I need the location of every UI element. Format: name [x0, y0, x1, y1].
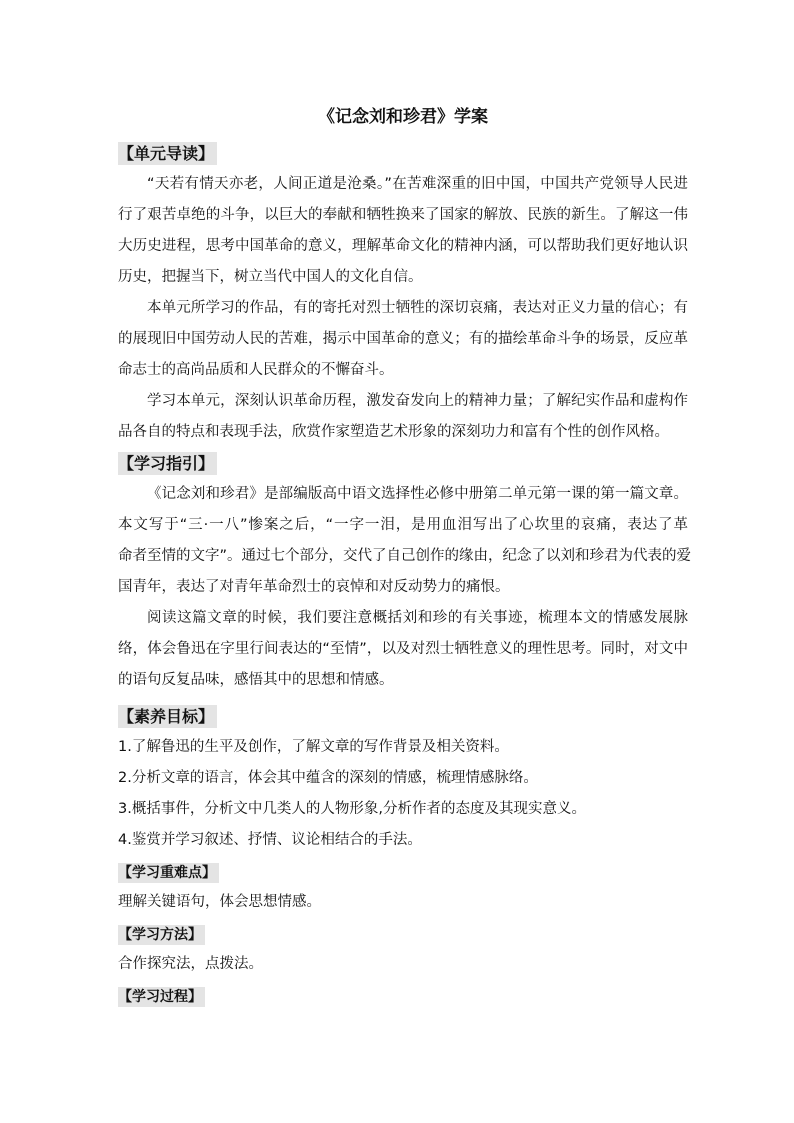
unit-intro-paragraph-1 — [118, 169, 688, 293]
goal-item: 2.分析文章的语言，体会其中蕴含的深刻的情感，梳理情感脉络。 — [118, 770, 538, 786]
heading-text: 【单元导读】 — [118, 142, 217, 165]
text-line: 行了艰苦卓绝的斗争，以巨大的奉献和牺牲换来了国家的解放、民族的新生。了解这一伟 — [118, 207, 688, 223]
heading-text: 【学习重难点】 — [118, 863, 219, 883]
key-points-text: 理解关键语句，体会思想情感。 — [118, 894, 321, 910]
unit-intro-paragraph-3 — [118, 386, 688, 448]
text-line: 品各自的特点和表现手法，欣赏作家塑造艺术形象的深刻功力和富有个性的创作风格。 — [118, 424, 669, 440]
methods-text: 合作探究法，点拨法。 — [118, 956, 263, 972]
text-line: 命者至情的文字”。通过七个部分，交代了自己创作的缘由，纪念了以刘和珍君为代表的爱 — [118, 548, 692, 564]
section-heading-goals — [118, 701, 688, 732]
text-line: “天若有情天亦老，人间正道是沧桑。”在苦难深重的旧中国，中国共产党领导人民进 — [147, 176, 688, 192]
section-heading-unit-intro — [118, 138, 688, 169]
text-line: 本单元所学习的作品，有的寄托对烈士牺牲的深切哀痛，表达对正义力量的信心；有 — [147, 300, 688, 316]
text-line: 命志士的高尚品质和人民群众的不懈奋斗。 — [118, 362, 394, 378]
text-line: 国青年，表达了对青年革命烈士的哀悼和对反动势力的痛恨。 — [118, 579, 510, 595]
text-line: 的语句反复品味，感悟其中的思想和情感。 — [118, 672, 394, 688]
text-line: 的展现旧中国劳动人民的苦难，揭示中国革命的意义；有的描绘革命斗争的场景，反应革 — [118, 331, 688, 347]
section-heading-key-points — [118, 856, 688, 887]
text-line: 历史，把握当下，树立当代中国人的文化自信。 — [118, 269, 423, 285]
heading-text: 【学习方法】 — [118, 925, 205, 945]
goal-item: 4.鉴赏并学习叙述、抒情、议论相结合的手法。 — [118, 832, 422, 848]
text-line: 阅读这篇文章的时候，我们要注意概括刘和珍的有关事迹，梳理本文的情感发展脉 — [147, 610, 688, 626]
section-heading-methods — [118, 918, 688, 949]
text-line: 学习本单元，深刻认识革命历程，激发奋发向上的精神力量；了解纪实作品和虚构作 — [147, 393, 688, 409]
section-heading-study-guide — [118, 448, 688, 479]
unit-intro-paragraph-2 — [118, 293, 688, 386]
document-title: 《记念刘和珍君》学案 — [318, 107, 488, 127]
text-line: 本文写于“三·一八”惨案之后，“一字一泪，是用血泪写出了心坎里的哀痛，表达了革 — [118, 517, 688, 533]
study-guide-paragraph-1 — [118, 479, 692, 603]
heading-text: 【素养目标】 — [118, 705, 217, 728]
goal-item: 3.概括事件，分析文中几类人的人物形象,分析作者的态度及其现实意义。 — [118, 801, 586, 817]
text-line: 络，体会鲁迅在字里行间表达的“至情”，以及对烈士牺牲意义的理性思考。同时，对文中 — [118, 641, 688, 657]
document-page — [118, 104, 692, 1011]
heading-text: 【学习过程】 — [118, 987, 205, 1007]
text-line: 大历史进程，思考中国革命的意义，理解革命文化的精神内涵，可以帮助我们更好地认识 — [118, 238, 688, 254]
text-line: 《记念刘和珍君》是部编版高中语文选择性必修中册第二单元第一课的第一篇文章。 — [147, 486, 688, 502]
heading-text: 【学习指引】 — [118, 452, 217, 475]
goal-item: 1.了解鲁迅的生平及创作，了解文章的写作背景及相关资料。 — [118, 739, 509, 755]
study-guide-paragraph-2 — [118, 603, 688, 696]
section-heading-process — [118, 980, 688, 1011]
